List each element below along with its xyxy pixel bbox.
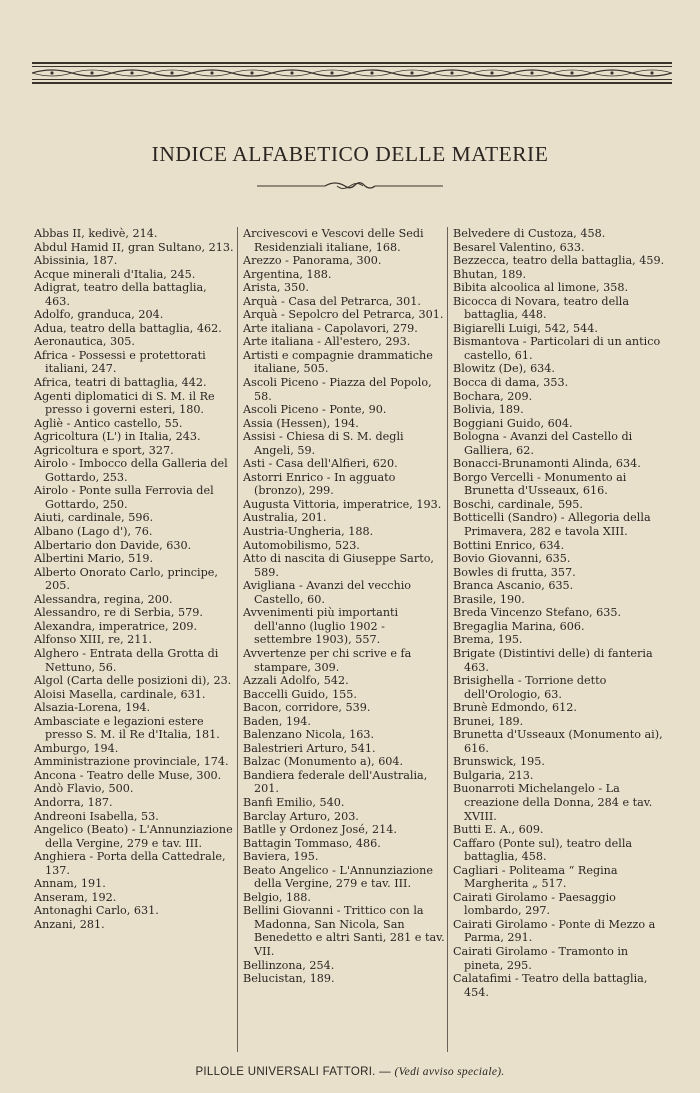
index-entry: Belucistan, 189. [243, 972, 335, 986]
index-entry: Africa - Possessi e protettorati italiani, 247. [34, 348, 206, 376]
index-column-3 [453, 227, 666, 1057]
index-entry: Assisi - Chiesa di S. M. degli Angeli, 59. [243, 430, 404, 457]
index-entry: Barclay Arturo, 203. [243, 809, 359, 823]
index-entry: Calatafimi - Teatro della battaglia, 454. [453, 972, 648, 999]
index-entry: Banfi Emilio, 540. [243, 795, 345, 809]
index-entry: Astorri Enrico - In agguato (bronzo), 299. [243, 470, 396, 498]
index-entry: Brigate (Distintivi delle) di fanteria 463. [453, 646, 653, 674]
index-entry: Arquà - Casa del Petrarca, 301. [243, 294, 421, 308]
index-entry: Bezzecca, teatro della battaglia, 459. [453, 254, 665, 268]
index-entry: Andò Flavio, 500. [34, 782, 134, 796]
index-entry: Bottini Enrico, 634. [453, 538, 565, 552]
index-entry: Arcivescovi e Vescovi delle Sedi Residenziali italiane, 168. [243, 227, 424, 254]
index-entry: Bandiera federale dell'Australia, 201. [243, 768, 428, 796]
index-entry: Balenzano Nicola, 163. [243, 728, 374, 742]
index-entry: Albano (Lago d'), 76. [34, 525, 153, 539]
decorative-flourish [255, 178, 445, 192]
index-entry: Ascoli Piceno - Piazza del Popolo, 58. [243, 376, 432, 403]
index-entry: Brasile, 190. [453, 592, 525, 606]
index-entry: Bolivia, 189. [453, 403, 524, 417]
index-entry: Cairati Girolamo - Paesaggio lombardo, 297. [453, 890, 616, 918]
index-entry: Cagliari - Politeama “ Regina Margherita „ 517. [453, 863, 618, 891]
index-entry: Albertini Mario, 519. [34, 552, 154, 566]
index-entry: Arte italiana - Capolavori, 279. [243, 321, 418, 335]
index-entry: Alghero - Entrata della Grotta di Nettuno, 56. [34, 646, 219, 674]
index-entry: Alberto Onorato Carlo, principe, 205. [34, 565, 218, 593]
index-entry: Caffaro (Ponte sul), teatro della battaglia, 458. [453, 836, 633, 864]
index-entry: Albertario don Davide, 630. [34, 538, 192, 552]
index-entry: Borgo Vercelli - Monumento ai Brunetta d'Usseaux, 616. [453, 470, 627, 498]
index-entry: Branca Ascanio, 635. [453, 579, 574, 593]
index-entry: Amburgo, 194. [34, 741, 119, 755]
index-entry: Aiuti, cardinale, 596. [34, 511, 154, 525]
index-entry: Boschi, cardinale, 595. [453, 497, 583, 511]
index-entry: Algol (Carta delle posizioni di), 23. [34, 674, 232, 688]
index-entry: Atto di nascita di Giuseppe Sarto, 589. [243, 552, 434, 579]
index-entry: Bicocca di Novara, teatro della battaglia, 448. [453, 294, 630, 322]
index-entry: Bibita alcoolica al limone, 358. [453, 281, 629, 295]
index-entry: Anseram, 192. [34, 890, 117, 904]
index-entry: Acque minerali d'Italia, 245. [34, 267, 196, 281]
index-entry: Airolo - Imbocco della Galleria del Gottardo, 253. [34, 457, 228, 484]
index-entry: Batlle y Ordonez José, 214. [243, 823, 397, 837]
index-entry: Bhutan, 189. [453, 267, 527, 281]
index-entry: Cairati Girolamo - Tramonto in pineta, 295. [453, 944, 629, 972]
column-divider [447, 227, 448, 1052]
index-entry: Belvedere di Custoza, 458. [453, 227, 606, 240]
footer-advert [0, 1066, 700, 1078]
index-entry: Bowles di frutta, 357. [453, 565, 576, 579]
index-entry: Ascoli Piceno - Ponte, 90. [243, 403, 387, 417]
index-entry: Belgio, 188. [243, 890, 311, 904]
index-entry: Azzali Adolfo, 542. [243, 674, 349, 688]
index-entry: Adua, teatro della battaglia, 462. [34, 321, 222, 335]
index-entry: Avvenimenti più importanti dell'anno (luglio 1902 - settembre 1903), 557. [243, 606, 399, 647]
index-entry: Andorra, 187. [34, 795, 113, 809]
index-entry: Arte italiana - All'estero, 293. [243, 335, 411, 349]
index-entry: Airolo - Ponte sulla Ferrovia del Gottardo, 250. [34, 484, 214, 511]
index-entry: Bulgaria, 213. [453, 768, 534, 782]
index-entry: Alexandra, imperatrice, 209. [34, 619, 198, 633]
index-columns [34, 227, 666, 1057]
index-entry: Baviera, 195. [243, 850, 319, 864]
index-entry: Antonaghi Carlo, 631. [34, 904, 159, 918]
index-entry: Australia, 201. [243, 511, 327, 525]
index-entry: Botticelli (Sandro) - Allegoria della Primavera, 282 e tavola XIII. [453, 511, 651, 539]
index-entry: Alsazia-Lorena, 194. [34, 701, 151, 715]
index-entry: Augusta Vittoria, imperatrice, 193. [243, 497, 442, 511]
index-entry: Adigrat, teatro della battaglia, 463. [34, 281, 207, 308]
index-entry: Automobilismo, 523. [243, 538, 360, 552]
index-entry: Annam, 191. [34, 877, 106, 891]
index-entry: Anzani, 281. [34, 917, 105, 931]
index-entry: Cairati Girolamo - Ponte di Mezzo a Parma, 291. [453, 917, 656, 945]
index-entry: Butti E. A., 609. [453, 823, 544, 837]
index-entry: Artisti e compagnie drammatiche italiane, 505. [243, 348, 433, 376]
index-entry: Assia (Hessen), 194. [243, 416, 359, 430]
index-entry: Bocca di dama, 353. [453, 376, 569, 390]
index-entry: Brunè Edmondo, 612. [453, 701, 577, 715]
index-entry: Alessandra, regina, 200. [34, 592, 173, 606]
index-entry: Besarel Valentino, 633. [453, 240, 585, 254]
index-entry: Argentina, 188. [243, 267, 332, 281]
index-entry: Bismantova - Particolari di un antico castello, 61. [453, 335, 661, 362]
index-entry: Abbas II, kedivè, 214. [34, 227, 158, 240]
index-entry: Bologna - Avanzi del Castello di Galliera, 62. [453, 430, 633, 457]
index-entry: Africa, teatri di battaglia, 442. [34, 376, 207, 390]
index-entry: Abissinia, 187. [34, 254, 118, 268]
page-title: INDICE ALFABETICO DELLE MATERIE [151, 142, 549, 166]
index-entry: Bellini Giovanni - Trittico con la Madonna, San Nicola, San Benedetto e altri Santi, 281 e tav. VII. [243, 904, 445, 958]
index-entry: Bellinzona, 254. [243, 958, 335, 972]
index-entry: Boggiani Guido, 604. [453, 416, 573, 430]
index-entry: Bovio Giovanni, 635. [453, 552, 571, 566]
index-entry: Balestrieri Arturo, 541. [243, 741, 376, 755]
index-entry: Arquà - Sepolcro del Petrarca, 301. [243, 308, 444, 322]
index-entry: Adolfo, granduca, 204. [34, 308, 164, 322]
index-entry: Baccelli Guido, 155. [243, 687, 357, 701]
index-entry: Alfonso XIII, re, 211. [34, 633, 153, 647]
index-entry: Buonarroti Michelangelo - La creazione della Donna, 284 e tav. XVIII. [453, 782, 653, 823]
index-entry: Avvertenze per chi scrive e fa stampare, 309. [243, 646, 412, 674]
index-entry: Austria-Ungheria, 188. [243, 525, 374, 539]
footer-main: PILLOLE UNIVERSALI FATTORI. — [195, 1066, 391, 1078]
index-entry: Ancona - Teatro delle Muse, 300. [34, 768, 222, 782]
index-entry: Amministrazione provinciale, 174. [34, 755, 229, 769]
index-entry: Blowitz (De), 634. [453, 362, 555, 376]
index-entry: Brunswick, 195. [453, 755, 545, 769]
index-entry: Bigiarelli Luigi, 542, 544. [453, 321, 598, 335]
index-entry: Bochara, 209. [453, 389, 533, 403]
index-entry: Abdul Hamid II, gran Sultano, 213. [34, 240, 234, 254]
index-entry: Alessandro, re di Serbia, 579. [34, 606, 203, 620]
index-entry: Bacon, corridore, 539. [243, 701, 371, 715]
index-entry: Battagin Tommaso, 486. [243, 836, 381, 850]
decorative-header-band [32, 62, 672, 84]
index-column-2 [243, 227, 446, 1057]
index-entry: Brema, 195. [453, 633, 523, 647]
footer-note: (Vedi avviso speciale). [394, 1066, 505, 1078]
index-entry: Agenti diplomatici di S. M. il Re presso i governi esteri, 180. [34, 389, 215, 417]
index-entry: Anghiera - Porta della Cattedrale, 137. [34, 850, 226, 877]
index-entry: Angelico (Beato) - L'Annunziazione della Vergine, 279 e tav. III. [34, 823, 233, 850]
index-entry: Agliè - Antico castello, 55. [34, 416, 183, 430]
index-entry: Arista, 350. [243, 281, 309, 295]
index-entry: Andreoni Isabella, 53. [34, 809, 159, 823]
index-column-1 [34, 227, 234, 1057]
index-entry: Aeronautica, 305. [34, 335, 135, 349]
index-entry: Arezzo - Panorama, 300. [243, 254, 382, 268]
index-entry: Ambasciate e legazioni estere presso S. M. il Re d'Italia, 181. [34, 714, 220, 742]
index-entry: Breda Vincenzo Stefano, 635. [453, 606, 622, 620]
column-divider [237, 227, 238, 1052]
index-entry: Brunei, 189. [453, 714, 524, 728]
index-entry: Balzac (Monumento a), 604. [243, 755, 404, 769]
index-entry: Aloisi Masella, cardinale, 631. [34, 687, 206, 701]
index-entry: Bonacci-Brunamonti Alinda, 634. [453, 457, 641, 471]
index-entry: Brisighella - Torrione detto dell'Orologio, 63. [453, 674, 607, 701]
index-entry: Bregaglia Marina, 606. [453, 619, 585, 633]
index-entry: Baden, 194. [243, 714, 311, 728]
index-entry: Agricoltura (L') in Italia, 243. [34, 430, 201, 444]
index-entry: Brunetta d'Usseaux (Monumento ai), 616. [453, 728, 663, 755]
index-entry: Agricoltura e sport, 327. [34, 443, 174, 457]
index-entry: Asti - Casa dell'Alfieri, 620. [243, 457, 398, 471]
index-entry: Beato Angelico - L'Annunziazione della Vergine, 279 e tav. III. [243, 863, 433, 891]
index-entry: Avigliana - Avanzi del vecchio Castello, 60. [243, 579, 412, 606]
